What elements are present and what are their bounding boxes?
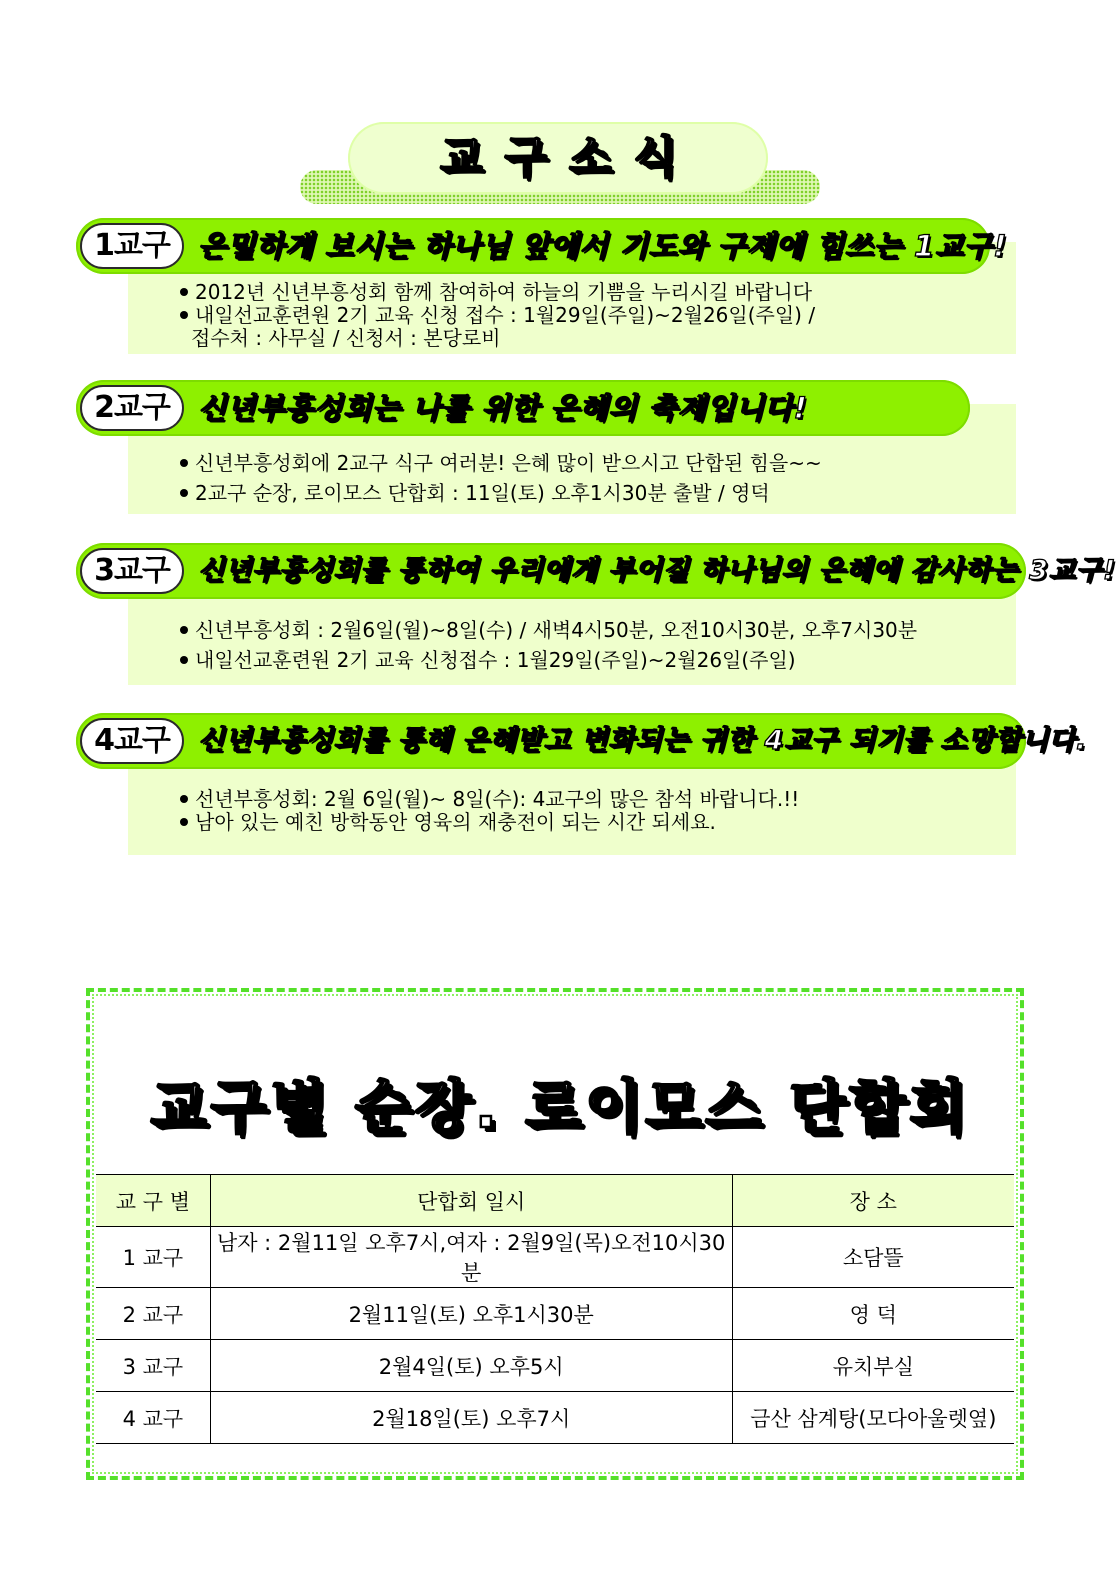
district-2-badge: 2교구 [80,385,184,431]
cell-district: 2 교구 [96,1288,210,1340]
page-title: 교구소식 [439,132,698,183]
cell-place: 금산 삼계탕(모다아울렛옆) [732,1392,1014,1444]
bullet-dot-icon [180,795,188,803]
district-1-badge: 1교구 [80,223,184,269]
cell-district: 4 교구 [96,1392,210,1444]
district-3-banner [76,543,1117,599]
district-4-banner [76,713,1088,769]
district-2-bullets [180,448,822,508]
district-3-badge: 3교구 [80,548,184,594]
district-2-banner [76,380,970,436]
table-row [96,1392,1014,1444]
cell-place: 소담뜰 [732,1227,1014,1288]
cell-district: 1 교구 [96,1227,210,1288]
table-row [96,1288,1014,1340]
bullet-dot-icon [180,626,188,634]
bullet-dot-icon [180,311,188,319]
district-2-section [76,380,1016,518]
list-item: 내일선교훈련원 2기 교육 신청 접수 : 1월29일(주일)~2월26일(주일) / [180,304,815,327]
district-3-bullets [180,615,917,675]
district-1-bullets [180,281,815,350]
district-4-section [76,713,1088,858]
list-item: 신년부흥성회에 2교구 식구 여러분! 은혜 많이 받으시고 단합된 힘을~~ [180,448,822,478]
header-district: 교 구 별 [96,1175,210,1227]
schedule-title: 교구별 순장. 로이모스 단합회 [150,1073,970,1141]
list-item: 신년부흥성회 : 2월6일(월)~8일(수) / 새벽4시50분, 오전10시30분, 오후7시30분 [180,615,917,645]
list-item: 내일선교훈련원 2기 교육 신청접수 : 1월29일(주일)~2월26일(주일) [180,645,917,675]
schedule-table [96,1174,1014,1444]
table-row [96,1340,1014,1392]
table-row [96,1227,1014,1288]
list-item: 2012년 신년부흥성회 함께 참여하여 하늘의 기쁨을 누리시길 바랍니다 [180,281,815,304]
cell-place: 영 덕 [732,1288,1014,1340]
cell-datetime: 2월4일(토) 오후5시 [210,1340,732,1392]
cell-datetime: 남자 : 2월11일 오후7시,여자 : 2월9일(목)오전10시30분 [210,1227,732,1288]
cell-place: 유치부실 [732,1340,1014,1392]
district-4-badge: 4교구 [80,718,184,764]
bullet-dot-icon [180,459,188,467]
header-place: 장 소 [732,1175,1014,1227]
table-header-row [96,1175,1014,1227]
district-1-section [76,218,1016,356]
bullet-dot-icon [180,288,188,296]
district-1-banner [76,218,1008,274]
district-4-headline: 신년부흥성회를 통해 은혜받고 변화되는 귀한 4교구 되기를 소망합니다. [198,725,1088,756]
bullet-dot-icon [180,818,188,826]
header-datetime: 단합회 일시 [210,1175,732,1227]
cell-district: 3 교구 [96,1340,210,1392]
district-2-headline: 신년부흥성회는 나를 위한 은혜의 축제입니다! [198,391,808,425]
list-item-continuation: 접수처 : 사무실 / 신청서 : 본당로비 [191,326,501,350]
district-3-headline: 신년부흥성회를 통하여 우리에게 부어질 하나님의 은혜에 감사하는 3교구! [198,555,1117,586]
section-title [300,122,820,204]
list-item: 선년부흥성회: 2월 6일(월)~ 8일(수): 4교구의 많은 참석 바랍니다.!! [180,788,799,811]
bullet-dot-icon [180,656,188,664]
district-1-headline: 은밀하게 보시는 하나님 앞에서 기도와 구제에 힘쓰는 1교구! [198,229,1008,263]
list-item: 2교구 순장, 로이모스 단합회 : 11일(토) 오후1시30분 출발 / 영덕 [180,478,822,508]
cell-datetime: 2월18일(토) 오후7시 [210,1392,732,1444]
district-3-section [76,543,1117,688]
list-item: 남아 있는 예친 방학동안 영육의 재충전이 되는 시간 되세요. [180,811,799,834]
district-4-bullets [180,788,799,834]
cell-datetime: 2월11일(토) 오후1시30분 [210,1288,732,1340]
bullet-dot-icon [180,489,188,497]
